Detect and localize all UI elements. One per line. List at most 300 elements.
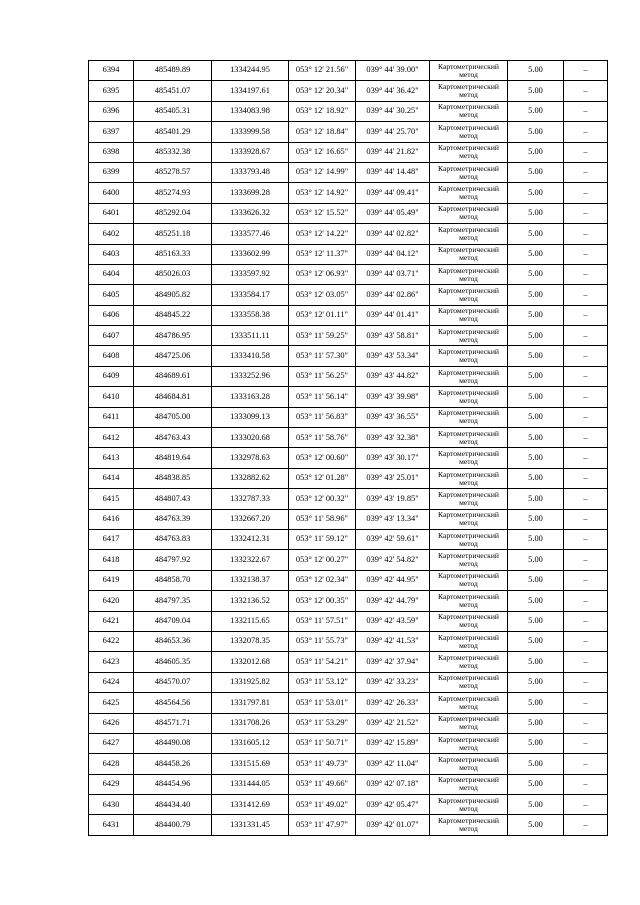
table-row	[89, 244, 608, 264]
x-coordinate-cell: 484571.71	[134, 713, 212, 733]
note-cell: –	[564, 631, 608, 651]
x-coordinate-cell: 484605.35	[134, 652, 212, 672]
method-cell: Картометрический метод	[430, 550, 508, 570]
method-cell: Картометрический метод	[430, 529, 508, 549]
note-cell: –	[564, 366, 608, 386]
note-cell: –	[564, 693, 608, 713]
method-cell: Картометрический метод	[430, 366, 508, 386]
longitude-cell: 039° 44' 36.42"	[356, 81, 430, 101]
point-number-cell: 6404	[89, 264, 134, 284]
accuracy-cell: 5.00	[508, 183, 564, 203]
table-row	[89, 407, 608, 427]
longitude-cell: 039° 44' 39.00"	[356, 61, 430, 81]
x-coordinate-cell: 484400.79	[134, 815, 212, 835]
y-coordinate-cell: 1333584.17	[212, 285, 289, 305]
latitude-cell: 053° 12' 00.27"	[289, 550, 356, 570]
method-cell: Картометрический метод	[430, 305, 508, 325]
method-cell: Картометрический метод	[430, 611, 508, 631]
longitude-cell: 039° 44' 30.25"	[356, 101, 430, 121]
latitude-cell: 053° 12' 14.99"	[289, 162, 356, 182]
latitude-cell: 053° 11' 57.30"	[289, 346, 356, 366]
point-number-cell: 6430	[89, 795, 134, 815]
accuracy-cell: 5.00	[508, 795, 564, 815]
longitude-cell: 039° 44' 21.82"	[356, 142, 430, 162]
note-cell: –	[564, 346, 608, 366]
note-cell: –	[564, 815, 608, 835]
y-coordinate-cell: 1333511.11	[212, 326, 289, 346]
x-coordinate-cell: 484454.96	[134, 774, 212, 794]
longitude-cell: 039° 44' 03.71"	[356, 264, 430, 284]
latitude-cell: 053° 11' 47.97"	[289, 815, 356, 835]
y-coordinate-cell: 1331444.05	[212, 774, 289, 794]
y-coordinate-cell: 1333999.58	[212, 122, 289, 142]
point-number-cell: 6425	[89, 693, 134, 713]
latitude-cell: 053° 11' 58.76"	[289, 428, 356, 448]
longitude-cell: 039° 44' 09.41"	[356, 183, 430, 203]
note-cell: –	[564, 713, 608, 733]
note-cell: –	[564, 468, 608, 488]
method-cell: Картометрический метод	[430, 183, 508, 203]
y-coordinate-cell: 1332787.33	[212, 489, 289, 509]
method-cell: Картометрический метод	[430, 387, 508, 407]
accuracy-cell: 5.00	[508, 631, 564, 651]
point-number-cell: 6410	[89, 387, 134, 407]
accuracy-cell: 5.00	[508, 162, 564, 182]
method-cell: Картометрический метод	[430, 346, 508, 366]
note-cell: –	[564, 428, 608, 448]
latitude-cell: 053° 11' 53.01"	[289, 693, 356, 713]
point-number-cell: 6416	[89, 509, 134, 529]
latitude-cell: 053° 12' 01.28"	[289, 468, 356, 488]
x-coordinate-cell: 485292.04	[134, 203, 212, 223]
note-cell: –	[564, 611, 608, 631]
table-row	[89, 162, 608, 182]
y-coordinate-cell: 1333099.13	[212, 407, 289, 427]
table-row	[89, 795, 608, 815]
y-coordinate-cell: 1333558.38	[212, 305, 289, 325]
method-cell: Картометрический метод	[430, 142, 508, 162]
y-coordinate-cell: 1333699.28	[212, 183, 289, 203]
table-row	[89, 713, 608, 733]
longitude-cell: 039° 42' 01.07"	[356, 815, 430, 835]
x-coordinate-cell: 485489.89	[134, 61, 212, 81]
method-cell: Картометрический метод	[430, 162, 508, 182]
accuracy-cell: 5.00	[508, 529, 564, 549]
latitude-cell: 053° 12' 00.35"	[289, 591, 356, 611]
point-number-cell: 6431	[89, 815, 134, 835]
table-row	[89, 224, 608, 244]
latitude-cell: 053° 12' 06.93"	[289, 264, 356, 284]
point-number-cell: 6407	[89, 326, 134, 346]
x-coordinate-cell: 485163.33	[134, 244, 212, 264]
latitude-cell: 053° 12' 03.05"	[289, 285, 356, 305]
longitude-cell: 039° 43' 30.17"	[356, 448, 430, 468]
accuracy-cell: 5.00	[508, 285, 564, 305]
longitude-cell: 039° 42' 26.33"	[356, 693, 430, 713]
note-cell: –	[564, 122, 608, 142]
latitude-cell: 053° 11' 56.14"	[289, 387, 356, 407]
x-coordinate-cell: 485401.29	[134, 122, 212, 142]
x-coordinate-cell: 484689.61	[134, 366, 212, 386]
longitude-cell: 039° 42' 59.61"	[356, 529, 430, 549]
longitude-cell: 039° 42' 54.82"	[356, 550, 430, 570]
table-row	[89, 366, 608, 386]
point-number-cell: 6398	[89, 142, 134, 162]
point-number-cell: 6424	[89, 672, 134, 692]
longitude-cell: 039° 43' 19.85"	[356, 489, 430, 509]
table-row	[89, 285, 608, 305]
table-row	[89, 305, 608, 325]
point-number-cell: 6403	[89, 244, 134, 264]
longitude-cell: 039° 44' 04.12"	[356, 244, 430, 264]
accuracy-cell: 5.00	[508, 672, 564, 692]
longitude-cell: 039° 43' 25.01"	[356, 468, 430, 488]
table-row	[89, 815, 608, 835]
accuracy-cell: 5.00	[508, 693, 564, 713]
x-coordinate-cell: 484653.36	[134, 631, 212, 651]
x-coordinate-cell: 484705.00	[134, 407, 212, 427]
method-cell: Картометрический метод	[430, 815, 508, 835]
method-cell: Картометрический метод	[430, 264, 508, 284]
accuracy-cell: 5.00	[508, 366, 564, 386]
y-coordinate-cell: 1332136.52	[212, 591, 289, 611]
note-cell: –	[564, 387, 608, 407]
note-cell: –	[564, 407, 608, 427]
point-number-cell: 6402	[89, 224, 134, 244]
latitude-cell: 053° 12' 11.37"	[289, 244, 356, 264]
note-cell: –	[564, 61, 608, 81]
table-row	[89, 448, 608, 468]
point-number-cell: 6401	[89, 203, 134, 223]
x-coordinate-cell: 484458.26	[134, 754, 212, 774]
accuracy-cell: 5.00	[508, 448, 564, 468]
longitude-cell: 039° 42' 43.59"	[356, 611, 430, 631]
accuracy-cell: 5.00	[508, 142, 564, 162]
latitude-cell: 053° 12' 00.60"	[289, 448, 356, 468]
accuracy-cell: 5.00	[508, 61, 564, 81]
table-row	[89, 509, 608, 529]
y-coordinate-cell: 1331331.45	[212, 815, 289, 835]
y-coordinate-cell: 1333410.58	[212, 346, 289, 366]
x-coordinate-cell: 485451.07	[134, 81, 212, 101]
longitude-cell: 039° 44' 01.41"	[356, 305, 430, 325]
method-cell: Картометрический метод	[430, 570, 508, 590]
method-cell: Картометрический метод	[430, 326, 508, 346]
point-number-cell: 6411	[89, 407, 134, 427]
accuracy-cell: 5.00	[508, 509, 564, 529]
table-row	[89, 529, 608, 549]
method-cell: Картометрический метод	[430, 101, 508, 121]
longitude-cell: 039° 43' 36.55"	[356, 407, 430, 427]
x-coordinate-cell: 484434.40	[134, 795, 212, 815]
y-coordinate-cell: 1333626.32	[212, 203, 289, 223]
note-cell: –	[564, 774, 608, 794]
accuracy-cell: 5.00	[508, 591, 564, 611]
accuracy-cell: 5.00	[508, 428, 564, 448]
longitude-cell: 039° 44' 02.86"	[356, 285, 430, 305]
accuracy-cell: 5.00	[508, 264, 564, 284]
method-cell: Картометрический метод	[430, 733, 508, 753]
longitude-cell: 039° 43' 53.34"	[356, 346, 430, 366]
method-cell: Картометрический метод	[430, 244, 508, 264]
longitude-cell: 039° 42' 21.52"	[356, 713, 430, 733]
y-coordinate-cell: 1331925.82	[212, 672, 289, 692]
latitude-cell: 053° 12' 21.56"	[289, 61, 356, 81]
x-coordinate-cell: 484797.92	[134, 550, 212, 570]
accuracy-cell: 5.00	[508, 81, 564, 101]
x-coordinate-cell: 484797.35	[134, 591, 212, 611]
x-coordinate-cell: 484763.39	[134, 509, 212, 529]
note-cell: –	[564, 81, 608, 101]
method-cell: Картометрический метод	[430, 448, 508, 468]
y-coordinate-cell: 1332667.20	[212, 509, 289, 529]
accuracy-cell: 5.00	[508, 570, 564, 590]
method-cell: Картометрический метод	[430, 754, 508, 774]
accuracy-cell: 5.00	[508, 326, 564, 346]
accuracy-cell: 5.00	[508, 101, 564, 121]
latitude-cell: 053° 11' 49.66"	[289, 774, 356, 794]
y-coordinate-cell: 1331605.12	[212, 733, 289, 753]
note-cell: –	[564, 672, 608, 692]
longitude-cell: 039° 42' 41.53"	[356, 631, 430, 651]
x-coordinate-cell: 484845.22	[134, 305, 212, 325]
latitude-cell: 053° 11' 59.12"	[289, 529, 356, 549]
table-row	[89, 387, 608, 407]
point-number-cell: 6421	[89, 611, 134, 631]
note-cell: –	[564, 489, 608, 509]
x-coordinate-cell: 484763.83	[134, 529, 212, 549]
point-number-cell: 6413	[89, 448, 134, 468]
table-row	[89, 264, 608, 284]
y-coordinate-cell: 1333577.46	[212, 224, 289, 244]
latitude-cell: 053° 11' 49.73"	[289, 754, 356, 774]
y-coordinate-cell: 1332012.68	[212, 652, 289, 672]
point-number-cell: 6419	[89, 570, 134, 590]
table-row	[89, 652, 608, 672]
accuracy-cell: 5.00	[508, 346, 564, 366]
longitude-cell: 039° 42' 07.18"	[356, 774, 430, 794]
table-row	[89, 672, 608, 692]
x-coordinate-cell: 485251.18	[134, 224, 212, 244]
accuracy-cell: 5.00	[508, 244, 564, 264]
y-coordinate-cell: 1332138.37	[212, 570, 289, 590]
accuracy-cell: 5.00	[508, 305, 564, 325]
table-row	[89, 591, 608, 611]
longitude-cell: 039° 42' 15.89"	[356, 733, 430, 753]
table-row	[89, 468, 608, 488]
method-cell: Картометрический метод	[430, 81, 508, 101]
note-cell: –	[564, 142, 608, 162]
latitude-cell: 053° 12' 20.34"	[289, 81, 356, 101]
longitude-cell: 039° 44' 05.49"	[356, 203, 430, 223]
y-coordinate-cell: 1332978.63	[212, 448, 289, 468]
x-coordinate-cell: 485332.38	[134, 142, 212, 162]
point-number-cell: 6429	[89, 774, 134, 794]
accuracy-cell: 5.00	[508, 754, 564, 774]
accuracy-cell: 5.00	[508, 713, 564, 733]
y-coordinate-cell: 1333252.96	[212, 366, 289, 386]
note-cell: –	[564, 203, 608, 223]
accuracy-cell: 5.00	[508, 652, 564, 672]
method-cell: Картометрический метод	[430, 774, 508, 794]
note-cell: –	[564, 733, 608, 753]
method-cell: Картометрический метод	[430, 61, 508, 81]
x-coordinate-cell: 484819.64	[134, 448, 212, 468]
table-row	[89, 203, 608, 223]
latitude-cell: 053° 12' 01.11"	[289, 305, 356, 325]
latitude-cell: 053° 11' 55.73"	[289, 631, 356, 651]
note-cell: –	[564, 529, 608, 549]
point-number-cell: 6405	[89, 285, 134, 305]
longitude-cell: 039° 42' 44.95"	[356, 570, 430, 590]
table-row	[89, 346, 608, 366]
accuracy-cell: 5.00	[508, 407, 564, 427]
longitude-cell: 039° 43' 32.38"	[356, 428, 430, 448]
latitude-cell: 053° 12' 14.22"	[289, 224, 356, 244]
table-row	[89, 81, 608, 101]
point-number-cell: 6426	[89, 713, 134, 733]
accuracy-cell: 5.00	[508, 733, 564, 753]
point-number-cell: 6415	[89, 489, 134, 509]
table-row	[89, 774, 608, 794]
y-coordinate-cell: 1334197.61	[212, 81, 289, 101]
method-cell: Картометрический метод	[430, 203, 508, 223]
latitude-cell: 053° 12' 02.34"	[289, 570, 356, 590]
point-number-cell: 6399	[89, 162, 134, 182]
y-coordinate-cell: 1333020.68	[212, 428, 289, 448]
latitude-cell: 053° 12' 16.65"	[289, 142, 356, 162]
y-coordinate-cell: 1331708.26	[212, 713, 289, 733]
method-cell: Картометрический метод	[430, 591, 508, 611]
note-cell: –	[564, 285, 608, 305]
note-cell: –	[564, 795, 608, 815]
accuracy-cell: 5.00	[508, 122, 564, 142]
y-coordinate-cell: 1332078.35	[212, 631, 289, 651]
latitude-cell: 053° 12' 18.92"	[289, 101, 356, 121]
y-coordinate-cell: 1331515.69	[212, 754, 289, 774]
x-coordinate-cell: 484570.07	[134, 672, 212, 692]
x-coordinate-cell: 484763.43	[134, 428, 212, 448]
y-coordinate-cell: 1333163.28	[212, 387, 289, 407]
y-coordinate-cell: 1332882.62	[212, 468, 289, 488]
latitude-cell: 053° 12' 18.84"	[289, 122, 356, 142]
method-cell: Картометрический метод	[430, 468, 508, 488]
note-cell: –	[564, 591, 608, 611]
accuracy-cell: 5.00	[508, 774, 564, 794]
y-coordinate-cell: 1334244.95	[212, 61, 289, 81]
point-number-cell: 6418	[89, 550, 134, 570]
accuracy-cell: 5.00	[508, 224, 564, 244]
latitude-cell: 053° 11' 56.25"	[289, 366, 356, 386]
y-coordinate-cell: 1333928.67	[212, 142, 289, 162]
method-cell: Картометрический метод	[430, 285, 508, 305]
table-row	[89, 122, 608, 142]
x-coordinate-cell: 484838.85	[134, 468, 212, 488]
coordinates-table	[88, 60, 608, 836]
note-cell: –	[564, 754, 608, 774]
note-cell: –	[564, 326, 608, 346]
x-coordinate-cell: 484858.70	[134, 570, 212, 590]
x-coordinate-cell: 484709.04	[134, 611, 212, 631]
point-number-cell: 6396	[89, 101, 134, 121]
table-row	[89, 142, 608, 162]
longitude-cell: 039° 43' 13.34"	[356, 509, 430, 529]
note-cell: –	[564, 224, 608, 244]
method-cell: Картометрический метод	[430, 428, 508, 448]
latitude-cell: 053° 11' 57.51"	[289, 611, 356, 631]
note-cell: –	[564, 570, 608, 590]
x-coordinate-cell: 485278.57	[134, 162, 212, 182]
point-number-cell: 6412	[89, 428, 134, 448]
longitude-cell: 039° 44' 02.82"	[356, 224, 430, 244]
method-cell: Картометрический метод	[430, 407, 508, 427]
x-coordinate-cell: 485274.93	[134, 183, 212, 203]
latitude-cell: 053° 12' 15.52"	[289, 203, 356, 223]
x-coordinate-cell: 484684.81	[134, 387, 212, 407]
table-row	[89, 183, 608, 203]
longitude-cell: 039° 42' 11.04"	[356, 754, 430, 774]
point-number-cell: 6427	[89, 733, 134, 753]
method-cell: Картометрический метод	[430, 795, 508, 815]
method-cell: Картометрический метод	[430, 713, 508, 733]
y-coordinate-cell: 1332322.67	[212, 550, 289, 570]
longitude-cell: 039° 42' 44.79"	[356, 591, 430, 611]
note-cell: –	[564, 244, 608, 264]
y-coordinate-cell: 1333602.99	[212, 244, 289, 264]
method-cell: Картометрический метод	[430, 122, 508, 142]
latitude-cell: 053° 12' 14.92"	[289, 183, 356, 203]
note-cell: –	[564, 509, 608, 529]
table-row	[89, 754, 608, 774]
table-row	[89, 611, 608, 631]
y-coordinate-cell: 1332115.65	[212, 611, 289, 631]
y-coordinate-cell: 1331412.69	[212, 795, 289, 815]
point-number-cell: 6406	[89, 305, 134, 325]
latitude-cell: 053° 11' 53.29"	[289, 713, 356, 733]
table-body	[89, 61, 608, 836]
accuracy-cell: 5.00	[508, 489, 564, 509]
point-number-cell: 6409	[89, 366, 134, 386]
note-cell: –	[564, 652, 608, 672]
note-cell: –	[564, 183, 608, 203]
method-cell: Картометрический метод	[430, 652, 508, 672]
longitude-cell: 039° 44' 25.70"	[356, 122, 430, 142]
method-cell: Картометрический метод	[430, 509, 508, 529]
x-coordinate-cell: 485026.03	[134, 264, 212, 284]
longitude-cell: 039° 43' 39.98"	[356, 387, 430, 407]
latitude-cell: 053° 11' 59.25"	[289, 326, 356, 346]
table-row	[89, 693, 608, 713]
point-number-cell: 6420	[89, 591, 134, 611]
longitude-cell: 039° 44' 14.48"	[356, 162, 430, 182]
point-number-cell: 6397	[89, 122, 134, 142]
note-cell: –	[564, 550, 608, 570]
latitude-cell: 053° 12' 00.32"	[289, 489, 356, 509]
table-row	[89, 489, 608, 509]
table-row	[89, 550, 608, 570]
longitude-cell: 039° 42' 37.94"	[356, 652, 430, 672]
y-coordinate-cell: 1333597.92	[212, 264, 289, 284]
table-row	[89, 733, 608, 753]
accuracy-cell: 5.00	[508, 468, 564, 488]
method-cell: Картометрический метод	[430, 224, 508, 244]
x-coordinate-cell: 485405.31	[134, 101, 212, 121]
x-coordinate-cell: 484725.06	[134, 346, 212, 366]
x-coordinate-cell: 484807.43	[134, 489, 212, 509]
longitude-cell: 039° 42' 33.23"	[356, 672, 430, 692]
y-coordinate-cell: 1332412.31	[212, 529, 289, 549]
accuracy-cell: 5.00	[508, 550, 564, 570]
